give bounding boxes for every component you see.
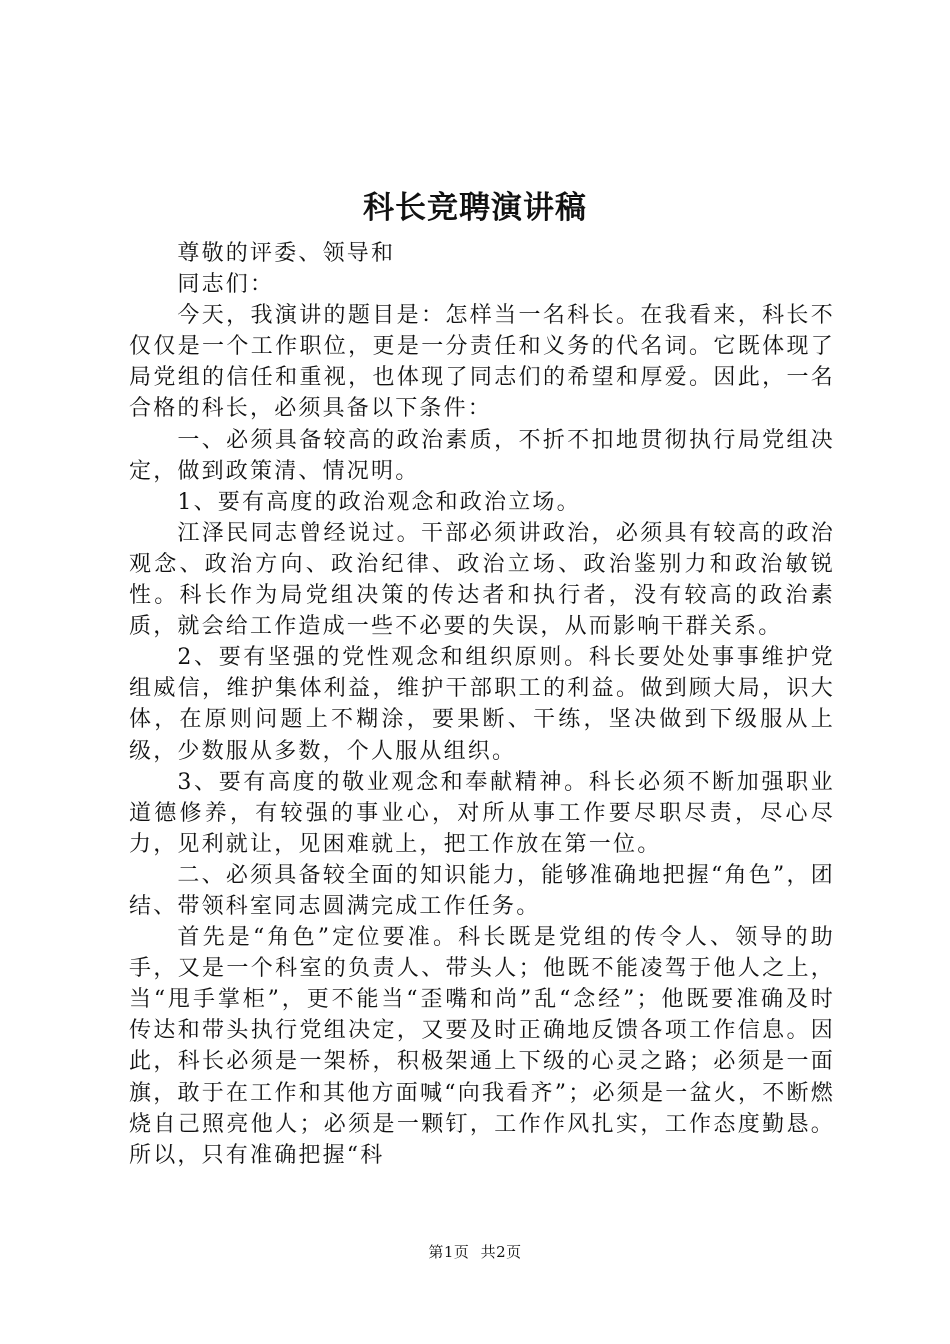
paragraph-intro: 今天，我演讲的题目是：怎样当一名科长。在我看来，科长不仅仅是一个工作职位，更是一分责任和义务的代名词。它既体现了局党组的信任和重视，也体现了同志们的希望和厚爱。因此，一名合格的科长，必须具备以下条件： [129, 303, 835, 422]
salutation-line-1: 尊敬的评委、领导和 [177, 241, 396, 266]
paragraph-point-1: 1、要有高度的政治观念和政治立场。 [177, 489, 581, 515]
paragraph-section-1: 一、必须具备较高的政治素质，不折不扣地贯彻执行局党组决定，做到政策清、情况明。 [129, 427, 835, 484]
paragraph-role: 首先是“角色”定位要准。科长既是党组的传令人、领导的助手，又是一个科室的负责人、带头人；他既不能凌驾于他人之上，当“甩手掌柜”，更不能当“歪嘴和尚”乱“念经”；他既要准确及时传达和带头执行党组决定，又要及时正确地反馈各项工作信息。因此，科长必须是一架桥，积极架通上下级的心灵之路；必须是一面旗，敢于在工作和其他方面喊“向我看齐”；必须是一盆火，不断燃烧自己照亮他人；必须是一颗钉，工作作风扎实，工作态度勤恳。所以，只有准确把握“科 [129, 925, 835, 1168]
paragraph-point-1-detail: 江泽民同志曾经说过。干部必须讲政治，必须具有较高的政治观念、政治方向、政治纪律、政治立场、政治鉴别力和政治敏锐性。科长作为局党组决策的传达者和执行者，没有较高的政治素质，就会给工作造成一些不必要的失误，从而影响干群关系。 [129, 520, 835, 640]
document-body [129, 238, 835, 1171]
page-footer [0, 1242, 950, 1262]
page-total: 共2页 [480, 1243, 522, 1261]
salutation-line-2: 同志们： [177, 272, 275, 298]
page-number: 第1页 [428, 1243, 470, 1261]
paragraph-section-2: 二、必须具备较全面的知识能力，能够准确地把握“角色”，团结、带领科室同志圆满完成工作任务。 [129, 862, 835, 919]
document-title: 科长竞聘演讲稿 [363, 190, 587, 226]
paragraph-point-3: 3、要有高度的敬业观念和奉献精神。科长必须不断加强职业道德修养，有较强的事业心，对所从事工作要尽职尽责，尽心尽力，见利就让，见困难就上，把工作放在第一位。 [129, 769, 835, 857]
paragraph-point-2: 2、要有坚强的党性观念和组织原则。科长要处处事事维护党组威信，维护集体利益，维护干部职工的利益。做到顾大局，识大体，在原则问题上不糊涂，要果断、干练，坚决做到下级服从上级，少数服从多数，个人服从组织。 [129, 645, 835, 764]
